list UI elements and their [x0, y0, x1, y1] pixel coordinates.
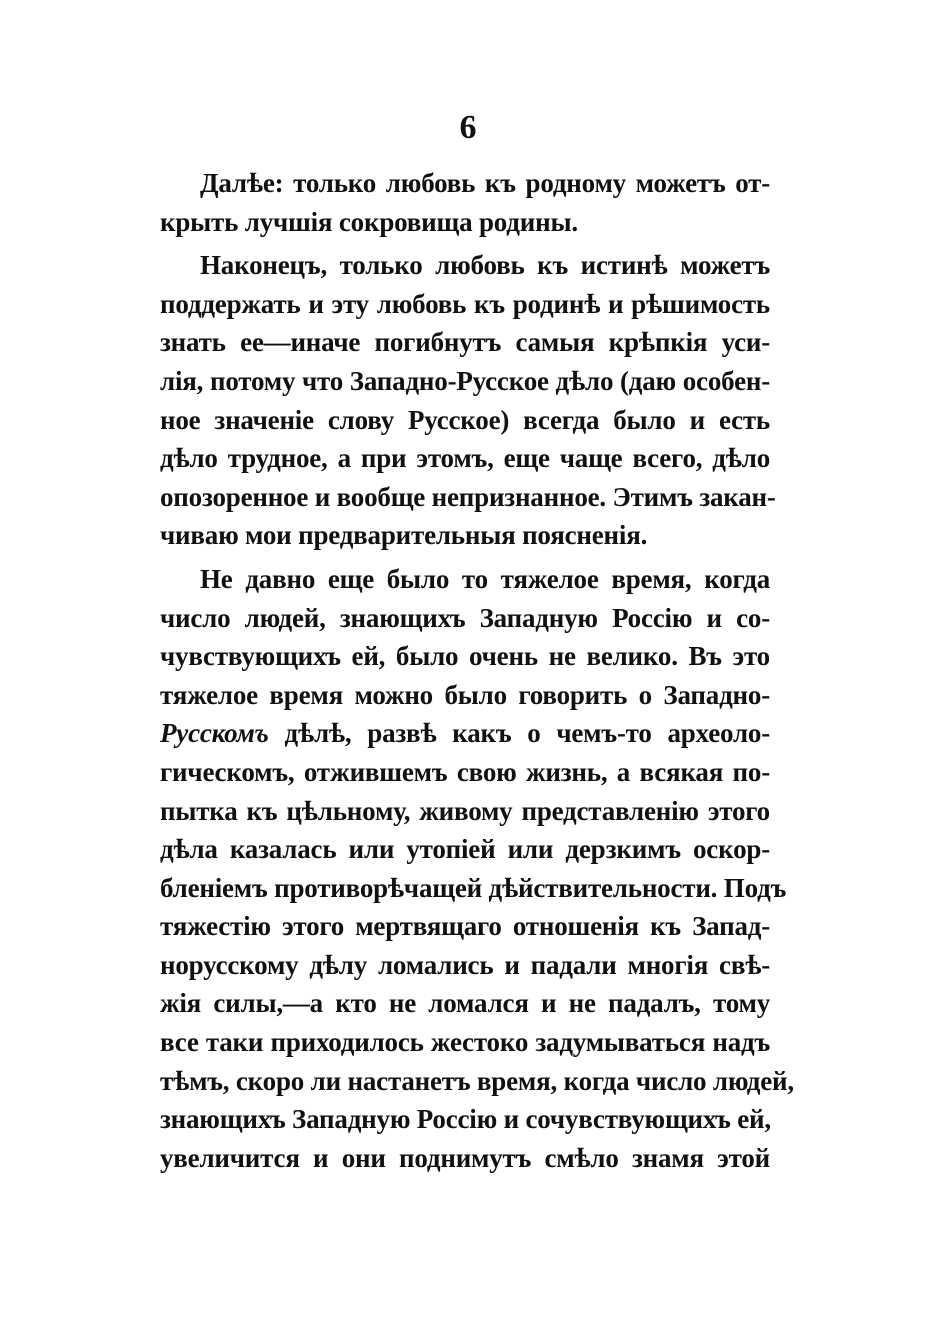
- text-line: опозоренное и вообще непризнанное. Этимъ закан-: [160, 481, 776, 512]
- paragraph-2: [160, 246, 776, 555]
- text-line: чиваю мои предварительныя поясненія.: [160, 520, 648, 551]
- text-line: дѣло трудное, а при этомъ, еще чаще всего, дѣло: [160, 443, 770, 474]
- text-line: лія, потому что Западно-Русское дѣло (даю особен-: [160, 365, 770, 396]
- text-line: знать ее—иначе погибнутъ самыя крѣпкія уси-: [160, 327, 770, 358]
- text-line: дѣла казалась или утопіей или дерзкимъ оскор-: [160, 834, 770, 865]
- text-line: Наконецъ, только любовь къ истинѣ можетъ: [200, 250, 770, 281]
- italic-word: Русскомъ: [160, 718, 269, 749]
- text-line: тяжестію этого мертвящаго отношенія къ Запад-: [160, 911, 770, 942]
- text-line: норусскому дѣлу ломались и падали многія свѣ-: [160, 949, 770, 980]
- text-line: увеличится и они поднимутъ смѣло знамя этой: [160, 1142, 770, 1173]
- text-span: дѣлѣ, развѣ какъ о чемъ-то археоло-: [268, 718, 770, 749]
- text-line: знающихъ Западную Россію и сочувствующихъ ей,: [160, 1104, 771, 1135]
- text-line: крыть лучшія сокровища родины.: [160, 206, 578, 237]
- text-line: пытка къ цѣльному, живому представленію этого: [160, 795, 770, 826]
- text-line: поддержать и эту любовь къ родинѣ и рѣшимость: [160, 288, 770, 319]
- page-number: 6: [459, 109, 477, 146]
- text-line: все таки приходилось жестоко задумываться надъ: [160, 1027, 770, 1058]
- text-line: бленіемъ противорѣчащей дѣйствительности. Подъ: [160, 872, 787, 903]
- text-line: Далѣе: только любовь къ родному можетъ от-: [200, 168, 770, 198]
- text-line: жія силы,—а кто не ломался и не падалъ, тому: [160, 988, 770, 1019]
- paragraph-1: [160, 164, 770, 241]
- text-line: [160, 714, 770, 753]
- text-line: гическомъ, отжившемъ свою жизнь, а всякая по-: [160, 756, 770, 787]
- text-line: число людей, знающихъ Западную Россію и со-: [160, 602, 770, 633]
- body-text: [160, 164, 794, 1177]
- text-line: чувствующихъ ей, было очень не велико. Въ это: [160, 641, 770, 672]
- text-line: Не давно еще было то тяжелое время, когда: [200, 563, 770, 594]
- text-line: ное значеніе слову Русское) всегда было и есть: [160, 404, 770, 435]
- text-line: тѣмъ, скоро ли настанетъ время, когда число людей,: [160, 1065, 794, 1096]
- text-line: тяжелое время можно было говорить о Западно-: [160, 679, 770, 710]
- paragraph-3: [160, 560, 794, 1178]
